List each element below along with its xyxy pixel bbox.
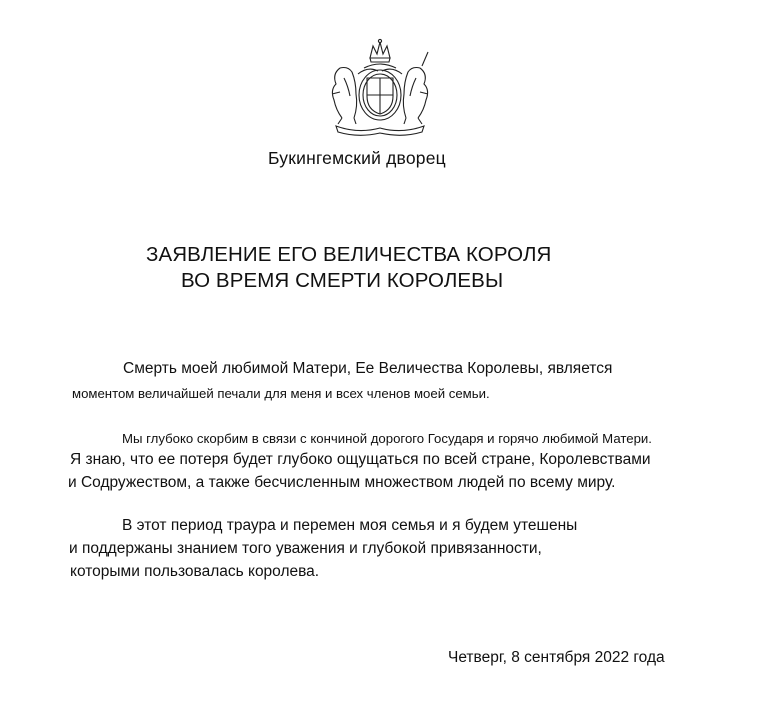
paragraph-3-line-2: и поддержаны знанием того уважения и глубокой привязанности, [69, 540, 542, 557]
paragraph-2-line-1: Мы глубоко скорбим в связи с кончиной дорогого Государя и горячо любимой Матери. [122, 431, 652, 446]
paragraph-1-line-2: моментом величайшей печали для меня и всех членов моей семьи. [72, 386, 490, 401]
paragraph-3-line-1: В этот период траура и перемен моя семья и я будем утешены [122, 517, 578, 534]
paragraph-2-line-3: и Содружеством, а также бесчисленным множеством людей по всему миру. [68, 474, 616, 491]
royal-coat-of-arms-icon [318, 38, 442, 136]
paragraph-3-line-3: которыми пользовалась королева. [70, 563, 320, 580]
statement-title-line-2: ВО ВРЕМЯ СМЕРТИ КОРОЛЕВЫ [181, 269, 504, 292]
palace-heading: Букингемский дворец [268, 148, 446, 168]
statement-date: Четверг, 8 сентября 2022 года [448, 649, 665, 666]
paragraph-1-line-1: Смерть моей любимой Матери, Ее Величества Королевы, является [123, 360, 613, 377]
paragraph-2-line-2: Я знаю, что ее потеря будет глубоко ощущаться по всей стране, Королевствами [70, 451, 651, 468]
statement-title-line-1: ЗАЯВЛЕНИЕ ЕГО ВЕЛИЧЕСТВА КОРОЛЯ [146, 243, 552, 266]
